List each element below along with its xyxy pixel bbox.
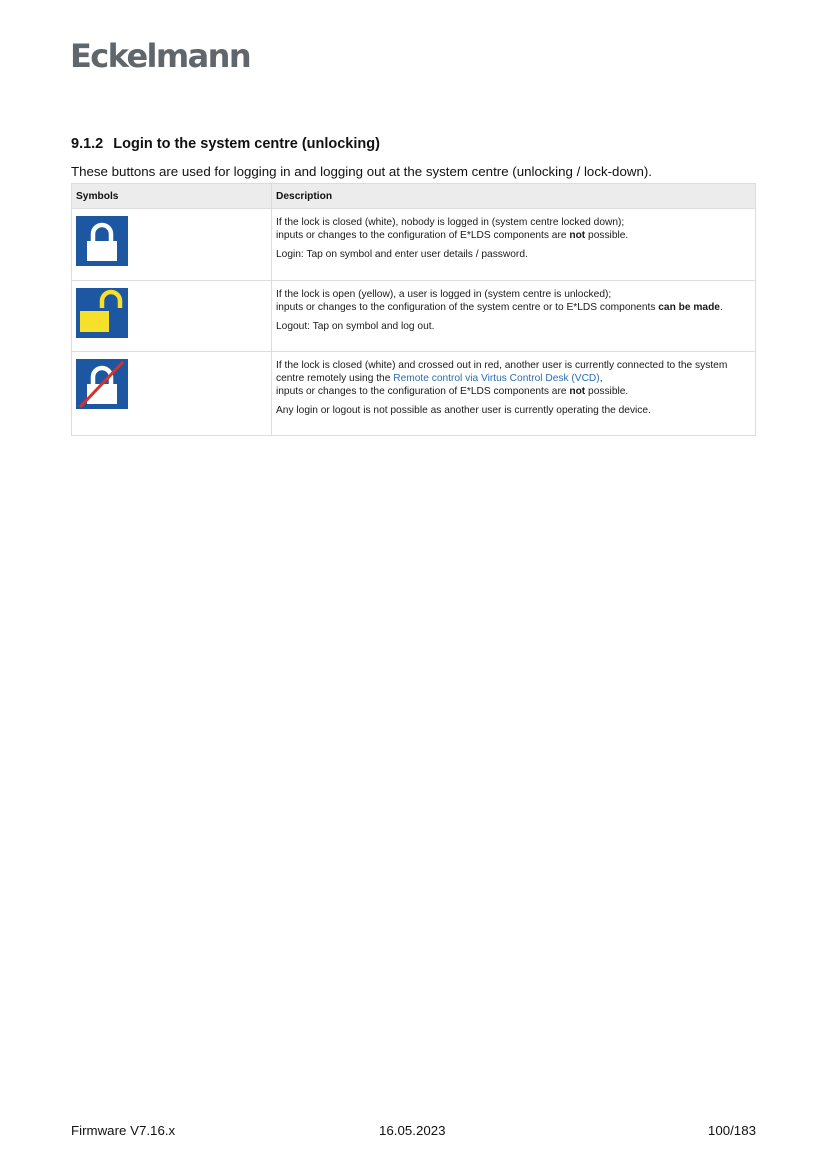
row2-line2-post: .: [719, 302, 723, 313]
footer-page-number: 100/183: [707, 1123, 756, 1138]
header-symbols: Symbols: [72, 184, 272, 209]
symbols-table: [71, 183, 756, 436]
symbol-cell: [72, 281, 272, 352]
eckelmann-logo: Eckelmann: [70, 37, 251, 75]
footer-date: 16.05.2023: [379, 1123, 446, 1138]
row1-line2-pre: inputs or changes to the configuration of E*LDS components are: [276, 230, 570, 241]
row2-line2-pre: inputs or changes to the configuration of the system centre or to E*LDS components: [276, 302, 659, 313]
row1-line2-post: possible.: [585, 230, 629, 241]
vcd-link[interactable]: Remote control via Virtus Control Desk (VCD): [393, 373, 600, 384]
lock-crossed-red-icon[interactable]: [76, 359, 128, 409]
row3-line1-post: ,: [599, 373, 603, 384]
lock-open-yellow-icon[interactable]: [76, 288, 128, 338]
lock-closed-white-icon[interactable]: [76, 216, 128, 266]
intro-text: These buttons are used for logging in and logging out at the system centre (unlocking / lock-down).: [71, 164, 652, 179]
footer-firmware: Firmware V7.16.x: [71, 1123, 176, 1138]
description-cell: [272, 281, 756, 352]
section-number: 9.1.2: [71, 136, 104, 152]
table-row: [72, 209, 756, 281]
symbol-cell: [72, 352, 272, 436]
table-header-row: [72, 184, 756, 209]
header-description: Description: [272, 184, 756, 209]
description-cell: [272, 352, 756, 436]
row3-line2-bold: not: [569, 386, 586, 397]
row1-line2-bold: not: [569, 230, 586, 241]
row3-line1-pre: If the lock is closed (white) and crossed out in red, another user is currently connected to the system centre remotely using the: [276, 360, 728, 384]
row3-line2-pre: inputs or changes to the configuration of E*LDS components are: [276, 386, 570, 397]
row3-line2-post: possible.: [585, 386, 629, 397]
row1-line1: If the lock is closed (white), nobody is logged in (system centre locked down);: [276, 217, 625, 228]
row3-action: Any login or logout is not possible as another user is currently operating the device.: [276, 405, 651, 416]
description-cell: [272, 209, 756, 281]
section-title: Login to the system centre (unlocking): [113, 136, 380, 152]
row2-line1: If the lock is open (yellow), a user is logged in (system centre is unlocked);: [276, 289, 612, 300]
symbol-cell: [72, 209, 272, 281]
row2-action: Logout: Tap on symbol and log out.: [276, 321, 435, 332]
table-row: [72, 281, 756, 352]
table-row: [72, 352, 756, 436]
row2-line2-bold: can be made: [658, 302, 720, 313]
row1-action: Login: Tap on symbol and enter user details / password.: [276, 249, 528, 260]
section-heading: [71, 136, 380, 152]
